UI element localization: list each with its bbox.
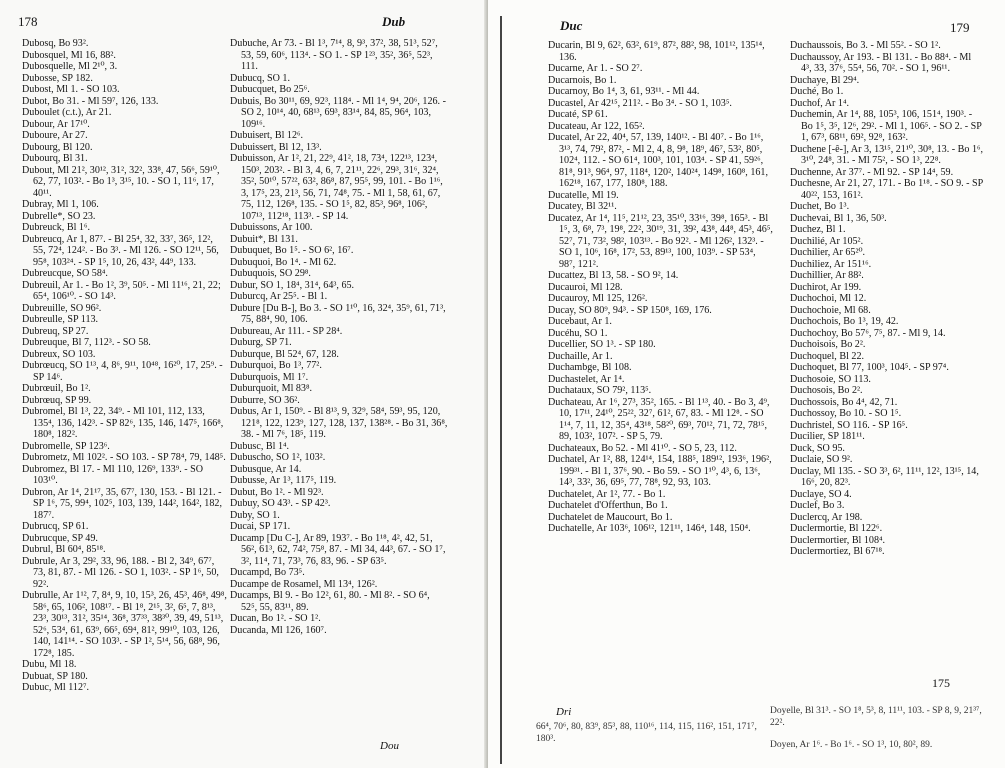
index-entry: Duchaussois, Bo 3. - Ml 55². - SO 1². [790, 40, 941, 51]
index-entry: Dubucq, SO 1. [230, 72, 291, 84]
index-entry: Duclay, Ml 135. - SO 3³, 6², 11¹¹, 12², 13¹⁵, 14, 16⁶, 20, 82³. [790, 465, 979, 488]
index-entry: Duchoquet, Bl 77, 100³, 104⁵. - SP 97⁴. [790, 362, 949, 373]
index-entry: Dubreucque, SO 58⁴. [22, 268, 108, 279]
index-entry: Dubrelle*, SO 23. [22, 210, 96, 222]
index-entry: Dubron, Ar 1⁴, 21¹⁷, 35, 67⁷, 130, 153. - Bl 121. - SP 1⁶, 75, 99⁴, 102⁵, 103, 139, 144², 164², 182, 187⁷. [22, 486, 222, 521]
index-entry: Duchochois, Bo 1³, 19, 42. [790, 316, 899, 327]
index-entry: Dubuy, SO 43³. - SP 42³. [230, 498, 331, 509]
index-entry: Dubrœuil, Bo 1². [22, 383, 91, 394]
index-entry: Duburre, SO 36². [230, 394, 300, 406]
index-entry: Ducampe de Rosamel, Ml 13⁴, 126². [230, 578, 378, 590]
index-entry: Ducarnoy, Bo 1⁴, 3, 61, 93¹¹. - Ml 44. [548, 86, 700, 97]
index-entry: Duchosois, Bo 2². [790, 385, 863, 396]
index-entry: Ducaté, SP 61. [548, 109, 608, 120]
index-entry: Dubosquelle, Ml 2¹⁰, 3. [22, 61, 118, 72]
index-entry: Dubrucque, SP 49. [22, 532, 98, 544]
index-entry: Ducatey, Bl 32¹¹. [548, 201, 617, 212]
index-entry: Ducauroy, Ml 125, 126². [548, 293, 648, 304]
index-entry: Duchez, Bl 1. [790, 224, 846, 235]
index-entry: Dubosquel, Ml 16, 88². [22, 49, 116, 61]
index-entry: Duclermortiez, Bl 67¹⁸. [790, 546, 885, 557]
index-entry: Duclermortie, Bl 122⁶. [790, 523, 883, 534]
index-entry: Dubreux, SO 103. [22, 348, 96, 360]
index-entry: Duboulet (c.t.), Ar 21. [22, 107, 112, 118]
index-entry: Duchemin, Ar 1⁴, 88, 105³, 106, 151⁴, 190³. - Bo 1⁵, 3⁵, 12⁶, 29². - Ml 1, 106⁵. - SO 2. - SP 1, 67³, 68¹¹, 69², 92⁸, 163². [790, 109, 982, 143]
index-entry: Duchoquel, Bl 22. [790, 350, 865, 362]
index-entry: Dubuquoi, Bo 1⁴. - Ml 62. [230, 256, 337, 268]
left-page [0, 0, 488, 768]
index-entry: Duchaussoy, Ar 193. - Bl 131. - Bo 88⁴. - Ml 4³, 33, 37⁶, 55⁴, 56, 70². - SO 1, 96¹¹. [790, 51, 972, 74]
index-entry: Dubu, Ml 18. [22, 659, 77, 670]
index-entry: Duchiliez, Ar 151¹⁶. [790, 258, 872, 270]
index-entry: Ducatel, Ar 22, 40⁴, 57, 139, 140¹². - Bl 40⁷. - Bo 1¹⁶, 3¹³, 74, 79², 87², - Ml 2, 4, 8, 9⁸, 18⁹, 46⁷, 53², 80⁵, 102⁴, 112. - SO 61⁴, 100³, 101, 103⁴. - SP 41, 59²⁶, 81⁸, 91³, 96⁴, 97, 118⁴, 120², 140²⁴, 149⁸, 160⁸, 161, 162¹⁸, 167, 177, 180⁸, 188. [548, 132, 768, 189]
bottom-page-number: 175 [932, 676, 950, 690]
index-entry: Duchastelet, Ar 1⁴. [548, 373, 625, 385]
index-entry: Duchossoy, Bo 10. - SO 1⁵. [790, 408, 902, 419]
index-entry: Duburquois, Ml 1⁷. [230, 371, 309, 383]
index-entry: Duchesne, Ar 21, 27, 171. - Bo 1¹⁸. - SO 9. - SP 40²², 153, 161². [790, 178, 983, 201]
index-entry: Dubromez, Bl 17. - Ml 110, 126⁹, 133⁹. - SO 103¹⁰. [22, 463, 204, 486]
index-entry: Ducateau, Ar 122, 165². [548, 120, 645, 132]
index-entry: Dubrul, Bl 60⁴, 85¹⁸. [22, 544, 106, 555]
index-entry: Duchaille, Ar 1. [548, 350, 613, 362]
index-entry: Dubuscho, SO 1², 103². [230, 452, 326, 463]
index-entry: Duchateau, Ar 1⁶, 27³, 35², 165. - Bl 1¹³, 40. - Bo 3, 4⁹, 10, 17¹¹, 24¹⁰, 25²², 32⁷, 61², 67, 83. - Ml 12⁸. - SO 1¹⁴, 7, 11, 12, 35⁴, 43¹⁸, 58²⁰, 69³, 70¹², 71, 72, 78¹⁵, 89, 103², 107². - SP 5, 79. [548, 396, 770, 442]
index-entry: Duchochoi, Ml 12. [790, 293, 867, 304]
index-entry: Dubreuil, Ar 1. - Bo 1², 3⁹, 50⁵. - Ml 11¹⁶, 21, 22; 65⁴, 106¹⁰. - SO 14³. [22, 279, 221, 302]
index-entry: Duclef, Bo 3. [790, 500, 845, 511]
index-entry: Dubuis, Bo 30¹¹, 69, 92³, 118⁴. - Ml 1⁴, 9⁴, 20⁶, 126. - SO 2, 10¹⁴, 40, 68¹³, 69³, 83¹⁴, 84, 85, 96⁴, 103, 109¹⁶. [230, 95, 446, 130]
index-entry: Dubuissert, Bl 12, 13³. [230, 141, 322, 153]
index-entry: Dubuisert, Bl 12⁶. [230, 130, 304, 141]
index-entry: Duchof, Ar 1⁴. [790, 97, 850, 109]
index-entry: Ducan, Bo 1². - SO 1². [230, 613, 321, 624]
index-entry: Dubuisson, Ar 1², 21, 22⁹, 41², 18, 73⁴, 122¹³, 123⁴, 150³, 203². - Bl 3, 4, 6, 7, 21¹¹, 22⁶, 29³, 31⁶, 32⁴, 35², 50¹⁰, 57²², 63², 86⁸, 87, 95⁵, 99, 101. - Bo 1¹⁶, 3, 17⁵, 23, 21³, 56, 71, 74⁸, 75. - Ml 1, 58, 61, 67, 75, 112, 126⁸, 135. - SO 1⁵, 82, 85³, 96⁸, 106², 107¹³, 112¹⁸, 113³. - SP 14. [230, 153, 443, 222]
index-entry: Duclermortier, Bl 108⁴. [790, 534, 886, 546]
index-entry: Ducai, SP 171. [230, 521, 291, 532]
index-entry: Dubromel, Bl 1³, 22, 34⁹. - Ml 101, 112, 133, 135⁴, 136, 142³. - SP 82⁶, 135, 146, 147⁵, 166⁸, 180⁸, 182². [22, 406, 224, 440]
index-entry: Duburcq, Ar 25⁵. - Bl 1. [230, 291, 328, 302]
index-entry: Duchatelet d'Offerthun, Bo 1. [548, 500, 668, 511]
index-entry: Dubuche, Ar 73. - Bl 1³, 7¹⁴, 8, 9³, 37², 38, 51³, 52⁷, 53, 59, 60⁶, 113⁴. - SO 1. - SP 1²³, 35², 36⁵, 52³, 111. [230, 38, 438, 72]
index-entry: Dubut, Bo 1². - Ml 92³. [230, 486, 324, 498]
index-entry: Duburque, Bl 52⁴, 67, 128. [230, 348, 339, 360]
index-entry: Dubusse, Ar 1³, 117⁵, 119. [230, 475, 337, 486]
index-entry: Dubuc, Ml 112⁷. [22, 682, 90, 693]
index-entry: Ducilier, SP 181¹¹. [790, 431, 865, 442]
index-entry: Duchenne, Ar 37⁷. - Ml 92. - SP 14⁴, 59. [790, 166, 954, 178]
index-entry: Duclercq, Ar 198. [790, 511, 863, 523]
index-entry: Dubot, Bo 31. - Ml 59⁷, 126, 133. [22, 95, 159, 107]
page-footer: Dou [380, 740, 399, 752]
index-entry: Duchaye, Bl 29⁴. [790, 74, 860, 86]
index-entry: Dubuquet, Bo 1⁵. - SO 6², 16⁷. [230, 245, 354, 256]
index-entry: Dubray, Ml 1, 106. [22, 199, 99, 210]
index-entry: Duchochoy, Bo 57⁶, 7⁵, 87. - Ml 9, 14. [790, 327, 946, 339]
index-entry: Duck, SO 95. [790, 442, 845, 454]
index-entry: Duchatel, Ar 1², 88, 124¹⁴, 154, 188⁵, 189¹², 193⁶, 196², 199³¹. - Bl 1, 37⁶, 90. - Bo 59. - SO 1¹⁰, 4³, 6, 13⁶, 14³, 33², 36, 69⁵, 77, 78⁸, 92, 93, 103. [548, 454, 772, 488]
index-entry: 66⁴, 70⁶, 80, 83⁹, 85³, 88, 110¹⁶, 114, 115, 116², 151, 171⁷, 180³. [536, 722, 757, 744]
index-entry: Dubus, Ar 1, 150⁹. - Bl 8¹³, 9, 32⁹, 58⁴, 59³, 95, 120, 121⁸, 122, 123⁹, 127, 128, 137, 138²⁸. - Bo 31, 36⁸, 38. - Ml 7⁶, 18⁵, 119. [230, 406, 448, 440]
index-entry: Dubost, Ml 1. - SO 103. [22, 84, 120, 95]
index-entry: Dubrœuq, SP 99. [22, 394, 92, 406]
index-entry: Ducarnois, Bo 1. [548, 74, 617, 86]
index-entry: Duchateaux, Bo 52. - Ml 41¹⁰. - SO 5, 23, 112. [548, 442, 737, 454]
index-entry: Dubreucq, Ar 1, 87⁷. - Bl 25⁴, 32, 33⁷, 36⁵, 12², 55, 72⁴, 124². - Bo 3³. - Ml 126. - SO 12¹¹, 56, 95⁸, 103²⁴. - SP 1⁵, 10, 26, 43², 44⁹, 133. [22, 233, 219, 268]
index-entry: Dubucquet, Bo 25⁶. [230, 84, 310, 95]
index-entry: Duchilier, Ar 65²⁰. [790, 247, 866, 258]
index-entry: Duchosoie, SO 113. [790, 373, 871, 385]
index-entry: Dubrule, Ar 3, 29², 33, 96, 188. - Bl 2, 34⁹, 67⁷, 73, 81, 87. - Ml 126. - SO 1, 103². - SP 1⁶, 50, 92². [22, 555, 219, 590]
index-entry: Dubusque, Ar 14. [230, 463, 302, 475]
index-entry: Ducatez, Ar 1⁴, 11⁵, 21¹², 23, 35¹⁰, 33¹⁶, 39⁸, 165³. - Bl 1⁵, 3, 6⁸, 7³, 19⁸, 22², 30¹⁹, 31, 39², 43⁸, 44⁸, 45³, 46⁵, 52⁷, 71, 73², 98², 103¹³. - Bo 92². - Ml 126², 132³. - SO 1, 10⁶, 16⁸, 17², 53, 89¹³, 100, 103⁹. - SP 53⁴, 98⁷, 121². [548, 212, 773, 270]
running-head: Dub [382, 14, 406, 29]
index-entry: Dubrometz, Ml 102². - SO 103. - SP 78⁴, 79, 148⁵. [22, 452, 226, 463]
index-entry: Ducamps, Bl 9. - Bo 12², 61, 80. - Ml 8². - SO 6⁴, 52⁵, 55, 83¹¹, 89. [230, 590, 430, 613]
index-entry: Duchoisois, Bo 2². [790, 339, 866, 350]
index-entry: Ducellier, SO 1³. - SP 180. [548, 339, 656, 350]
index-entry: Dubosse, SP 182. [22, 72, 93, 84]
index-entry: Dubour, Ar 17¹⁰. [22, 118, 90, 130]
index-entry: Duclaye, SO 4. [790, 488, 852, 500]
index-entry: Duchambge, Bl 108. [548, 362, 632, 373]
index-entry: Duchet, Bo 1³. [790, 201, 850, 212]
index-entry: Duburquoit, Ml 83⁸. [230, 383, 313, 394]
index-entry: Duchossois, Bo 4⁴, 42, 71. [790, 396, 898, 408]
index-entry: Duchatelet, Ar 1², 77. - Bo 1. [548, 488, 666, 500]
index-entry: Duburquoi, Bo 1³, 77². [230, 360, 322, 371]
index-entry: Dubreuq, SP 27. [22, 325, 89, 337]
index-entry: Ducarne, Ar 1. - SO 2⁷. [548, 63, 643, 74]
index-entry: Dubuat, SP 180. [22, 670, 88, 682]
index-entry: Dubosq, Bo 93². [22, 38, 89, 49]
index-entry: Dubreuque, Bl 7, 112³. - SO 58. [22, 337, 151, 348]
index-entry: Ducampd, Bo 73⁵. [230, 567, 305, 578]
index-entry: Duchene [-ê-], Ar 3, 13¹⁵, 21¹⁰, 30⁸, 13. - Bo 1⁶, 3¹⁰, 24⁸, 31. - Ml 75², - SO 1³, 22⁸. [790, 143, 984, 166]
index-entry: Dubureau, Ar 111. - SP 28⁴. [230, 325, 343, 337]
index-entry: Doyelle, Bl 31³. - SO 1⁸, 5³, 8, 11¹¹, 103. - SP 8, 9, 21³⁷, 22². [770, 706, 982, 728]
index-entry: Ducastel, Ar 42¹⁵, 211². - Bo 3⁴. - SO 1, 103⁵. [548, 97, 732, 109]
index-column [22, 38, 228, 694]
page-fold-line [500, 16, 502, 764]
page-number: 179 [950, 20, 970, 35]
index-entry: Ducanda, Ml 126, 160⁷. [230, 624, 327, 636]
page-number: 178 [18, 14, 38, 29]
index-entry: Duchristel, SO 116. - SP 16⁵. [790, 419, 908, 431]
index-entry: Duchatelle, Ar 103⁶, 106¹², 121¹¹, 146⁴, 148, 150⁴. [548, 523, 751, 534]
index-entry: Dubourq, Bl 31. [22, 153, 88, 164]
index-entry: Duchilié, Ar 105². [790, 235, 864, 247]
index-column [790, 40, 984, 558]
right-page [488, 0, 1005, 768]
index-entry: Duchirot, Ar 199. [790, 281, 862, 293]
index-entry: Ducattez, Bl 13, 58. - SO 9², 14. [548, 270, 679, 281]
index-entry: Ducarin, Bl 9, 62², 63², 61⁹, 87², 88², 98, 101¹², 135¹⁴, 136. [548, 40, 765, 63]
index-entry: Duclaie, SO 9². [790, 454, 853, 465]
index-entry: Ducay, SO 80⁹, 94³. - SP 150⁸, 169, 176. [548, 304, 712, 316]
index-entry: Dubrucq, SP 61. [22, 521, 89, 532]
index-column [548, 40, 774, 535]
index-entry: Dubout, Ml 21², 30¹², 31², 32², 33⁸, 47, 56⁶, 59¹⁰, 62, 77, 103². - Bo 1³, 3¹⁵, 10. - SO 1, 11⁶, 17, 40¹¹. [22, 164, 220, 199]
index-entry: Dubuquois, SO 29⁸. [230, 268, 311, 279]
index-entry: Duboure, Ar 27. [22, 130, 88, 141]
index-entry: Duchillier, Ar 88². [790, 270, 864, 281]
index-entry: Duburg, SP 71. [230, 337, 292, 348]
index-entry: Dubreuille, SO 96². [22, 302, 102, 314]
index-entry: Dubreulle, SP 113. [22, 314, 99, 325]
index-entry: Dubure [Du B-], Bo 3. - SO 1¹⁰, 16, 32⁴, 35⁹, 61, 71³, 75, 88⁴, 90, 106. [230, 302, 446, 325]
index-entry: Duchevai, Bl 1, 36, 50³. [790, 212, 887, 224]
index-entry: Duchochoie, Ml 68. [790, 304, 871, 316]
index-entry: Ducatelle, Ml 19. [548, 189, 619, 201]
index-entry: Dubreuck, Bl 1⁶. [22, 222, 90, 233]
index-column [230, 38, 448, 636]
index-entry: Dubuit*, Bl 131. [230, 233, 298, 245]
index-entry: Dubrœucq, SO 1¹³, 4, 8⁶, 9¹¹, 10⁴⁸, 16²⁰, 17, 25⁹. - SP 14⁶. [22, 360, 223, 383]
index-entry: Dubromelle, SP 123⁶. [22, 440, 110, 452]
index-entry: Dubuissons, Ar 100. [230, 222, 313, 233]
index-entry: Dubrulle, Ar 1¹², 7, 8⁴, 9, 10, 15³, 26, 45³, 46⁸, 49⁸, 58⁶, 65, 106², 108¹⁷. - Bl 1⁸, 2¹⁵, 3², 6⁵, 7, 8¹³, 23³, 30¹³, 31², 35¹⁴, 36⁸, 37³³, 38³⁰, 39, 49, 51¹³, 52⁶, 53⁴, 61, 63⁹, 66⁵, 69⁴, 81², 99¹⁰, 103, 126, 140, 141¹⁴. - SO 103³. - SP 1², 5¹⁴, 56, 68⁸, 96, 172⁸, 185. [22, 590, 227, 659]
index-entry: Dubur, SO 1, 18⁴, 31⁴, 64³, 65. [230, 279, 355, 291]
index-entry: Dubusc, Bl 1⁴. [230, 440, 290, 452]
index-entry: Duchataux, SO 79², 113⁵. [548, 385, 652, 396]
index-entry: Duché, Bo 1. [790, 86, 844, 97]
running-head: Duc [560, 18, 583, 33]
index-entry: Dubourg, Bl 120. [22, 141, 93, 153]
index-entry: Duby, SO 1. [230, 509, 280, 521]
index-entry: Ducamp [Du C-], Ar 89, 193⁷. - Bo 1¹⁸, 4², 42, 51, 56², 61³, 62, 74², 75⁸, 87. - Ml 34, 44³, 67. - SO 1⁷, 3², 11⁴, 71, 73³, 76, 83, 96. - SP 63⁵. [230, 532, 446, 567]
index-entry: Duchatelet de Maucourt, Bo 1. [548, 511, 673, 523]
page-footer: Dri [556, 706, 572, 718]
index-entry: Ducauroi, Ml 128. [548, 281, 623, 293]
index-entry: Doyen, Ar 1⁶. - Bo 1⁶. - SO 1³, 10, 80², 89. [770, 740, 933, 750]
index-entry: Ducebaut, Ar 1. [548, 316, 612, 327]
index-entry: Ducéhu, SO 1. [548, 327, 608, 339]
